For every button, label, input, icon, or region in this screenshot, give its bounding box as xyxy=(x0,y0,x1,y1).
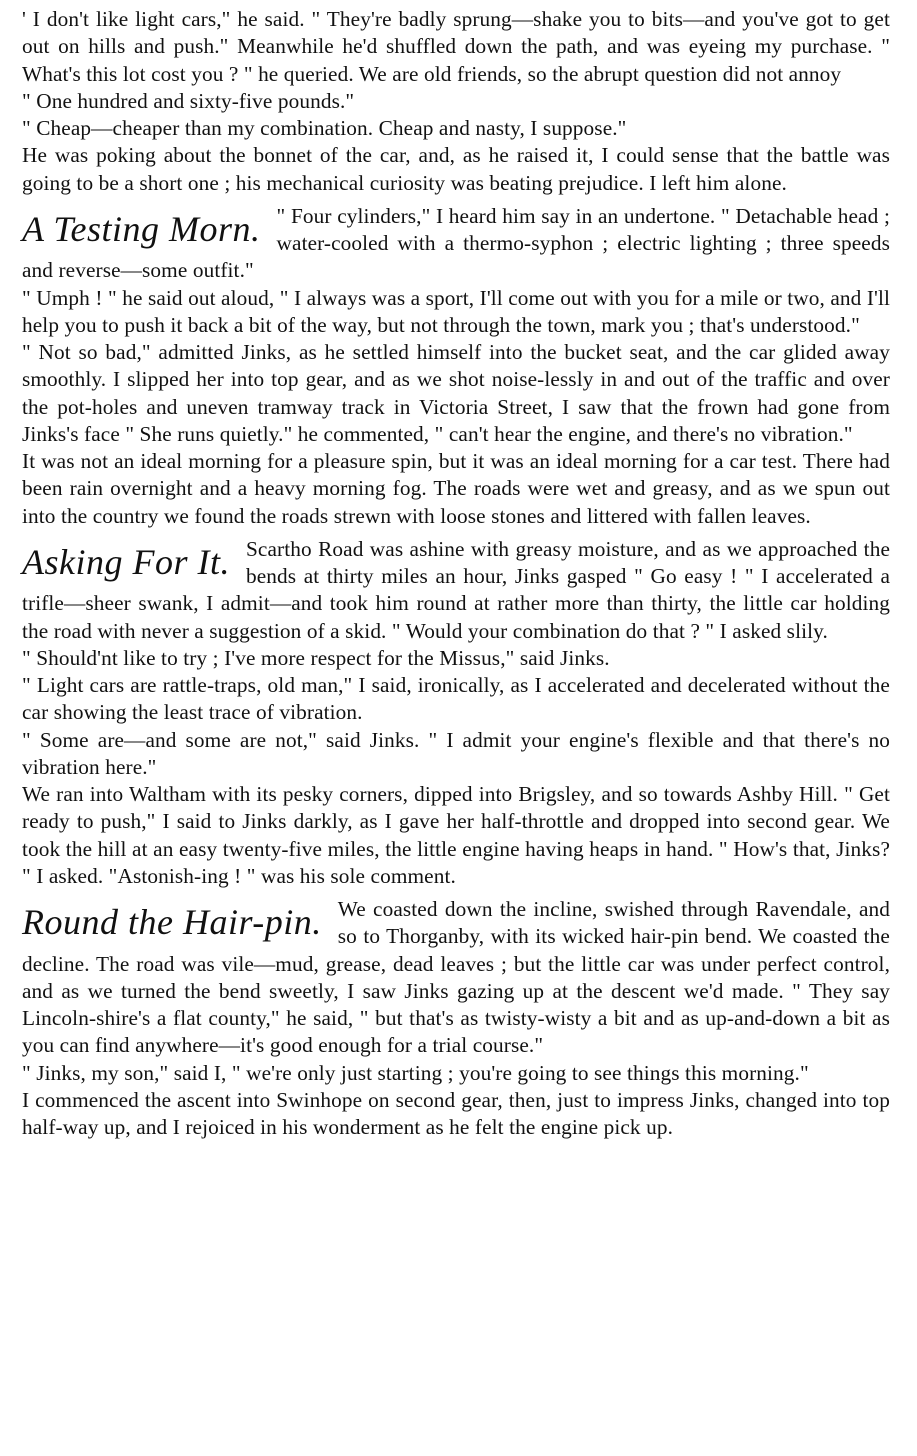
section-round-the-hair-pin xyxy=(22,896,890,1141)
paragraph: We ran into Waltham with its pesky corners, dipped into Brigsley, and so towards Ashby Hill. " Get ready to push," I said to Jinks darkly, as I gave her half-throttle and dropped into second gear. We took the hill at an easy twenty-five miles, the little engine having heaps in hand. " How's that, Jinks? " I asked. "Astonish-ing ! " was his sole comment. xyxy=(22,782,890,888)
section-asking-for-it xyxy=(22,536,890,890)
opening-block xyxy=(22,6,890,197)
paragraph: It was not an ideal morning for a pleasure spin, but it was an ideal morning for a car test. There had been rain overnight and a heavy morning fog. The roads were wet and greasy, and as we spun out into the country we found the roads strewn with loose stones and littered with fallen leaves. xyxy=(22,449,890,528)
paragraph: " One hundred and sixty-five pounds." xyxy=(22,88,355,113)
paragraph: " Umph ! " he said out aloud, " I always was a sport, I'll come out with you for a mile or two, and I'll help you to push it back a bit of the way, but not through the town, mark you ; that's understood." xyxy=(22,285,890,337)
paragraph: " Light cars are rattle-traps, old man," I said, ironically, as I accelerated and decelerated without the car showing the least trace of vibration. xyxy=(22,673,890,725)
paragraph: We coasted down the incline, swished through Ravendale, and so to Thorganby, with its wicked hair-pin bend. We coasted the decline. The road was vile—mud, grease, dead leaves ; but the little car was under perfect control, and as we turned the bend sweetly, I saw Jinks gazing up at the descent we'd made. " They say Lincoln-shire's a flat county," he said, " but that's as twisty-wisty a bit and as up-and-down a bit as you can find anywhere—it's good enough for a trial course." xyxy=(22,897,890,1058)
section-a-testing-morn xyxy=(22,203,890,530)
paragraph: ' I don't like light cars," he said. " They're badly sprung—shake you to bits—and you've got to get out on hills and push." Meanwhile he'd shuffled down the path, and was eyeing my purchase. " What's this lot cost you ? " he queried. We are old friends, so the abrupt question did not annoy xyxy=(22,7,890,86)
paragraph: I commenced the ascent into Swinhope on second gear, then, just to impress Jinks, changed into top half-way up, and I rejoiced in his wonderment as he felt the engine pick up. xyxy=(22,1087,890,1139)
paragraph: " Not so bad," admitted Jinks, as he settled himself into the bucket seat, and the car glided away smoothly. I slipped her into top gear, and as we shot noise-lessly in and out of the traffic and over the pot-holes and uneven tramway track in Victoria Street, I saw that the frown had gone from Jinks's face " She runs quietly." he commented, " can't hear the engine, and there's no vibration." xyxy=(22,340,890,446)
section-heading: A Testing Morn. xyxy=(22,208,261,249)
paragraph: Scartho Road was ashine with greasy moisture, and as we approached the bends at thirty miles an hour, Jinks gasped " Go easy ! " I accelerated a trifle—sheer swank, I admit—and took him round at rather more than thirty, the little car holding the road with never a suggestion of a skid. " Would your combination do that ? " I asked slily. xyxy=(22,536,890,643)
section-heading: Round the Hair-pin. xyxy=(22,902,322,942)
paragraph: " Jinks, my son," said I, " we're only just starting ; you're going to see things this morning." xyxy=(22,1060,809,1085)
paragraph: " Some are—and some are not," said Jinks. " I admit your engine's flexible and that there's no vibration here." xyxy=(22,727,890,779)
section-heading: Asking For It. xyxy=(22,541,230,582)
document-page xyxy=(22,6,890,1141)
paragraph: " Cheap—cheaper than my combination. Cheap and nasty, I suppose." xyxy=(22,116,627,140)
paragraph: " Should'nt like to try ; I've more respect for the Missus," said Jinks. xyxy=(22,645,610,670)
paragraph: He was poking about the bonnet of the car, and, as he raised it, I could sense that the battle was going to be a short one ; his mechanical curiosity was beating prejudice. I left him alone. xyxy=(22,143,890,195)
paragraph: " Four cylinders," I heard him say in an undertone. " Detachable head ; water-cooled with a thermo-syphon ; electric lighting ; three speeds and reverse—some outfit." xyxy=(22,203,890,283)
